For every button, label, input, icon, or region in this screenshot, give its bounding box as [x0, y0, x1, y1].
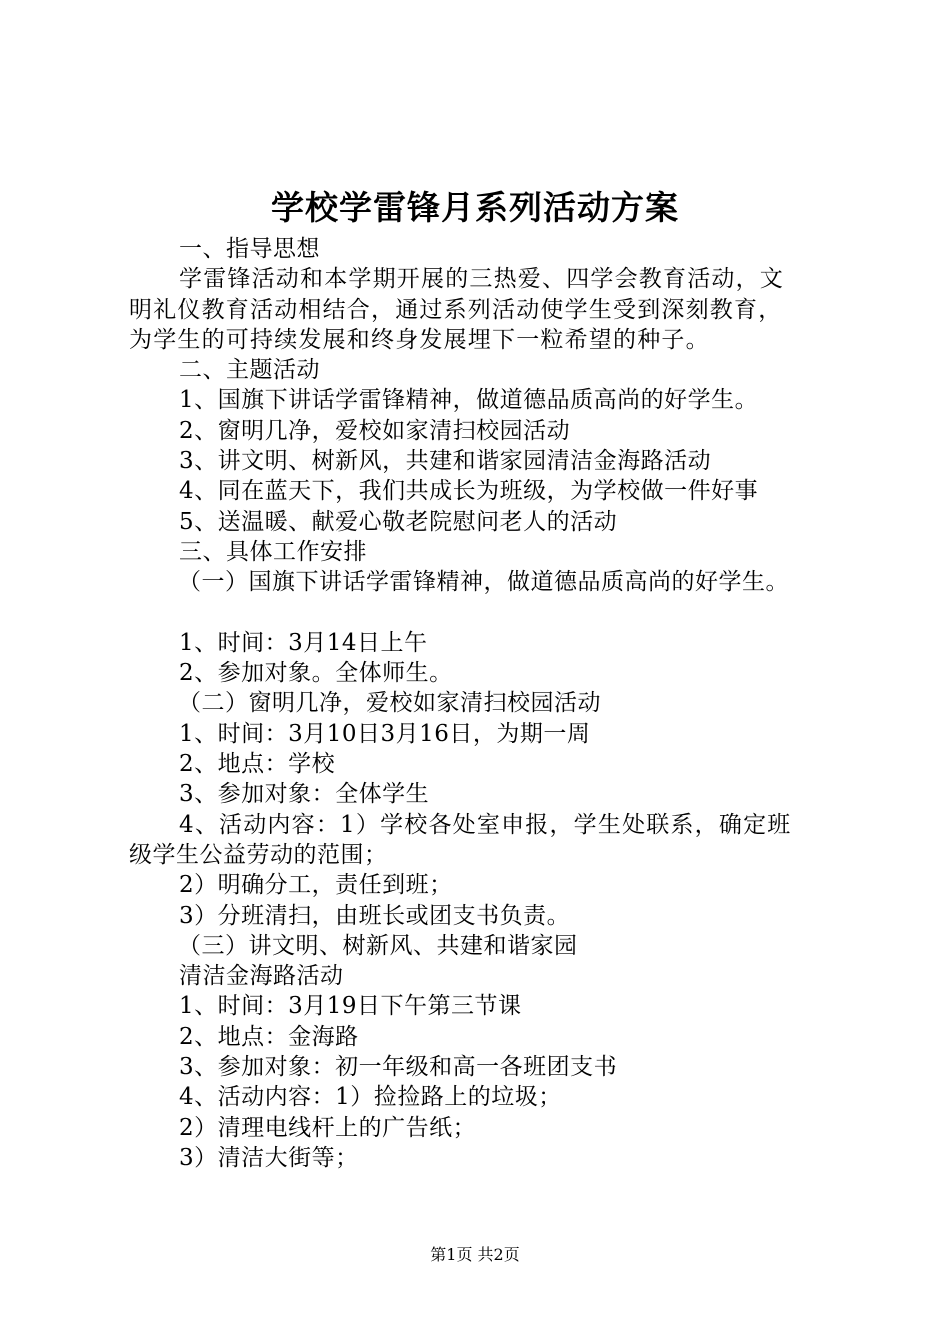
list-item: 4、活动内容：1）学校各处室申报，学生处联系，确定班 [179, 811, 792, 838]
subsection-heading: （二）窗明几净，爱校如家清扫校园活动 [178, 690, 601, 717]
list-item: 4、活动内容：1）捡捡路上的垃圾； [179, 1084, 562, 1111]
list-item: 1、时间：3月10日3月16日，为期一周 [179, 720, 591, 747]
list-item: 2）明确分工，责任到班； [179, 872, 453, 899]
list-item: 1、时间：3月14日上午 [179, 629, 428, 656]
paragraph-line: 清洁金海路活动 [179, 963, 344, 990]
document-title: 学校学雷锋月系列活动方案 [271, 188, 679, 227]
subsection-heading: （一）国旗下讲话学雷锋精神，做道德品质高尚的好学生。 [178, 569, 789, 596]
paragraph-line: 为学生的可持续发展和终身发展埋下一粒希望的种子。 [129, 326, 710, 353]
list-item: 2、参加对象。全体师生。 [179, 660, 453, 687]
list-item: 3、参加对象：初一年级和高一各班团支书 [179, 1054, 618, 1081]
list-item: 2、窗明几净，爱校如家清扫校园活动 [179, 417, 571, 444]
page-number: 第1页 共2页 [430, 1245, 520, 1264]
list-item: 2、地点：金海路 [179, 1023, 359, 1050]
section-heading: 二、主题活动 [179, 357, 320, 384]
paragraph-line: 级学生公益劳动的范围； [129, 841, 388, 868]
list-item: 3）清洁大街等； [179, 1144, 359, 1171]
list-item: 3）分班清扫，由班长或团支书负责。 [179, 902, 571, 929]
section-heading: 一、指导思想 [179, 236, 320, 262]
list-item: 1、国旗下讲话学雷锋精神，做道德品质高尚的好学生。 [179, 387, 759, 414]
list-item: 3、参加对象：全体学生 [179, 781, 430, 808]
document-body [129, 234, 835, 1173]
list-item: 1、时间：3月19日下午第三节课 [179, 993, 522, 1020]
list-item: 5、送温暖、献爱心敬老院慰问老人的活动 [179, 508, 618, 535]
list-item: 4、同在蓝天下，我们共成长为班级，为学校做一件好事 [179, 478, 759, 505]
list-item: 2）清理电线杆上的广告纸； [179, 1114, 477, 1141]
section-heading: 三、具体工作安排 [179, 538, 367, 565]
blank-line [129, 598, 835, 628]
paragraph-line: 明礼仪教育活动相结合，通过系列活动使学生受到深刻教育， [129, 296, 783, 323]
list-item: 2、地点：学校 [179, 751, 336, 778]
list-item: 3、讲文明、树新风，共建和谐家园清洁金海路活动 [179, 448, 712, 475]
subsection-heading: （三）讲文明、树新风、共建和谐家园 [178, 932, 578, 959]
paragraph-line: 学雷锋活动和本学期开展的三热爱、四学会教育活动，文 [179, 266, 784, 293]
